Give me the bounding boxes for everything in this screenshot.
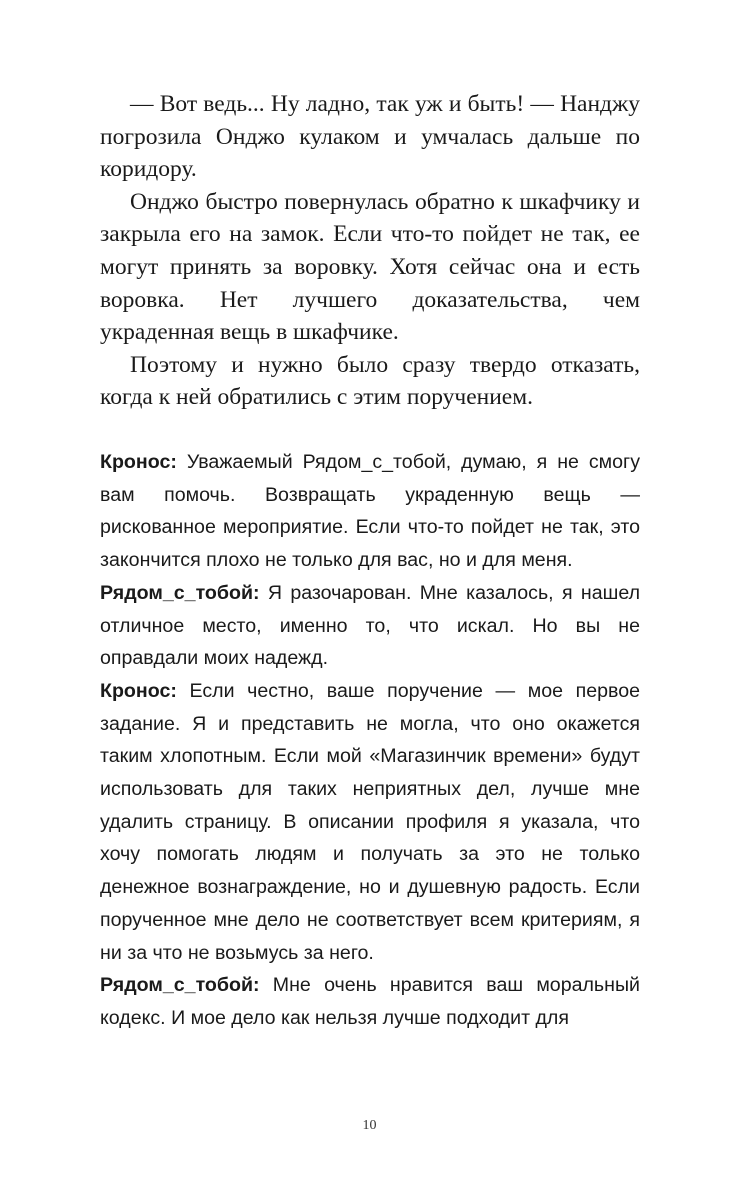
chat-speaker: Кронос: [100, 451, 177, 473]
chat-dialogue [100, 446, 640, 1035]
page-number: 10 [362, 1118, 377, 1133]
chat-text: Уважаемый Рядом_с_тобой, думаю, я не смогу вам помочь. Возвращать украденную вещь — рискованное мероприятие. Если что-то пойдет не так, это закончится плохо не только для вас, но и для меня. [100, 451, 640, 572]
narrative-paragraph: Онджо быстро повернулась обратно к шкафчику и закрыла его на замок. Если что-то пойдет не так, ее могут принять за воровку. Хотя сейчас она и есть воровка. Нет лучшего доказательства, чем украденная вещь в шкафчике. [100, 188, 640, 346]
narrative-paragraph: — Вот ведь... Ну ладно, так уж и быть! — Нанджу погрозила Онджо кулаком и умчалась дальше по коридору. [100, 91, 640, 183]
chat-text: Мне очень нравится ваш моральный кодекс. И мое дело как нельзя лучше подходит для [100, 974, 640, 1029]
narrative-paragraph: Поэтому и нужно было сразу твердо отказать, когда к ней обратились с этим поручением. [100, 351, 640, 411]
chat-text: Я разочарован. Мне казалось, я нашел отличное место, именно то, что искал. Но вы не оправдали моих надежд. [100, 581, 640, 670]
chat-message [100, 675, 640, 969]
chat-speaker: Кронос: [100, 679, 177, 702]
chat-speaker: Рядом_с_тобой: [100, 974, 260, 997]
chat-text: Если честно, ваше поручение — мое первое задание. Я и представить не могла, что оно окажется таким хлопотным. Если мой «Магазинчик времени» будут использовать для таких неприятных дел, лучше мне удалить страницу. В описании профиля я указала, что хочу помогать людям и получать за это не только денежное вознаграждение, но и душевную радость. Если порученное мне дело не соответствует всем критериям, я ни за что не возьмусь за него. [100, 679, 640, 964]
chat-message [100, 446, 640, 577]
narrative-text [100, 88, 640, 414]
chat-message [100, 577, 640, 675]
chat-speaker: Рядом_с_тобой: [100, 581, 260, 604]
chat-message [100, 969, 640, 1034]
